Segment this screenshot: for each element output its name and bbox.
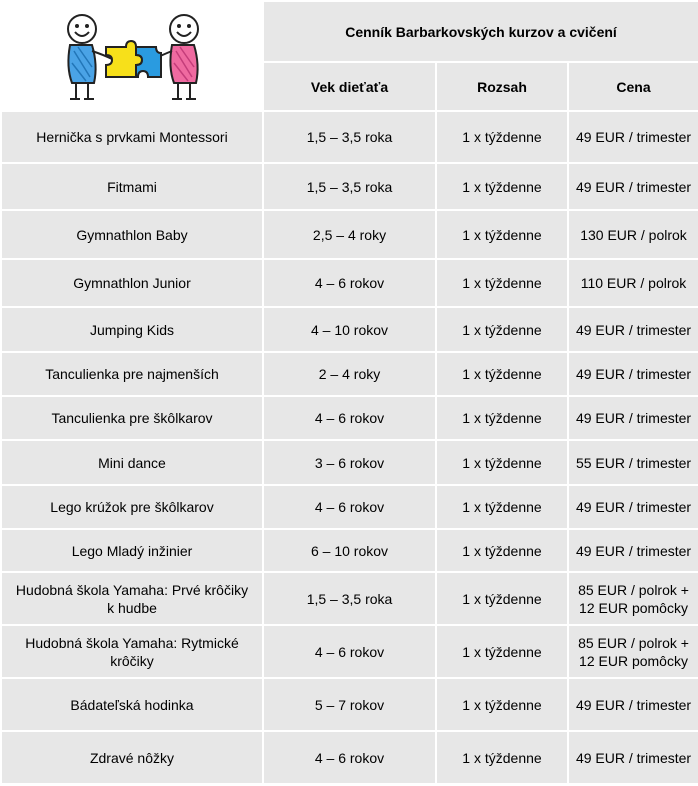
price-cell: 49 EUR / trimester <box>568 485 698 529</box>
header-range: Rozsah <box>436 62 568 111</box>
age-cell: 4 – 6 rokov <box>263 259 436 307</box>
table-row <box>1 396 698 440</box>
age-cell: 4 – 6 rokov <box>263 485 436 529</box>
table-row <box>1 307 698 352</box>
range-cell: 1 x týždenne <box>436 307 568 352</box>
price-cell: 130 EUR / polrok <box>568 210 698 259</box>
course-name-cell: Gymnathlon Junior <box>1 259 263 307</box>
course-name-cell: Hudobná škola Yamaha: Rytmické krôčiky <box>1 625 263 678</box>
price-cell: 49 EUR / trimester <box>568 529 698 572</box>
table-row <box>1 529 698 572</box>
price-cell: 85 EUR / polrok + 12 EUR pomôcky <box>568 625 698 678</box>
age-cell: 2,5 – 4 roky <box>263 210 436 259</box>
range-cell: 1 x týždenne <box>436 678 568 731</box>
range-cell: 1 x týždenne <box>436 396 568 440</box>
course-name-cell: Tanculienka pre škôlkarov <box>1 396 263 440</box>
table-title: Cenník Barbarkovských kurzov a cvičení <box>263 1 698 62</box>
course-name-cell: Hudobná škola Yamaha: Prvé krôčiky k hudbe <box>1 572 263 625</box>
course-name-cell: Lego Mladý inžinier <box>1 529 263 572</box>
age-cell: 5 – 7 rokov <box>263 678 436 731</box>
age-cell: 2 – 4 roky <box>263 352 436 396</box>
price-cell: 49 EUR / trimester <box>568 731 698 784</box>
price-cell: 49 EUR / trimester <box>568 163 698 210</box>
range-cell: 1 x týždenne <box>436 163 568 210</box>
age-cell: 4 – 6 rokov <box>263 625 436 678</box>
age-cell: 6 – 10 rokov <box>263 529 436 572</box>
range-cell: 1 x týždenne <box>436 485 568 529</box>
table-row <box>1 352 698 396</box>
range-cell: 1 x týždenne <box>436 210 568 259</box>
price-cell: 55 EUR / trimester <box>568 440 698 485</box>
age-cell: 1,5 – 3,5 roka <box>263 572 436 625</box>
table-row <box>1 440 698 485</box>
table-row <box>1 485 698 529</box>
range-cell: 1 x týždenne <box>436 625 568 678</box>
age-cell: 3 – 6 rokov <box>263 440 436 485</box>
table-row <box>1 259 698 307</box>
range-cell: 1 x týždenne <box>436 111 568 163</box>
table-row <box>1 111 698 163</box>
price-cell: 49 EUR / trimester <box>568 307 698 352</box>
table-row <box>1 163 698 210</box>
price-cell: 49 EUR / trimester <box>568 352 698 396</box>
course-name-cell: Lego krúžok pre škôlkarov <box>1 485 263 529</box>
age-cell: 4 – 10 rokov <box>263 307 436 352</box>
age-cell: 1,5 – 3,5 roka <box>263 163 436 210</box>
age-cell: 4 – 6 rokov <box>263 396 436 440</box>
price-cell: 49 EUR / trimester <box>568 111 698 163</box>
course-name-cell: Fitmami <box>1 163 263 210</box>
table-row <box>1 210 698 259</box>
table-row <box>1 572 698 625</box>
price-cell: 110 EUR / polrok <box>568 259 698 307</box>
range-cell: 1 x týždenne <box>436 572 568 625</box>
price-cell: 85 EUR / polrok + 12 EUR pomôcky <box>568 572 698 625</box>
course-name-cell: Mini dance <box>1 440 263 485</box>
course-name-cell: Hernička s prvkami Montessori <box>1 111 263 163</box>
course-name-cell: Bádateľská hodinka <box>1 678 263 731</box>
table-row <box>1 731 698 784</box>
table-row <box>1 625 698 678</box>
course-name-cell: Jumping Kids <box>1 307 263 352</box>
title-row <box>1 1 698 62</box>
table-row <box>1 678 698 731</box>
age-cell: 1,5 – 3,5 roka <box>263 111 436 163</box>
range-cell: 1 x týždenne <box>436 440 568 485</box>
range-cell: 1 x týždenne <box>436 259 568 307</box>
course-name-cell: Gymnathlon Baby <box>1 210 263 259</box>
price-cell: 49 EUR / trimester <box>568 396 698 440</box>
course-name-cell: Zdravé nôžky <box>1 731 263 784</box>
price-cell: 49 EUR / trimester <box>568 678 698 731</box>
header-age: Vek dieťaťa <box>263 62 436 111</box>
kids-puzzle-logo <box>52 7 212 105</box>
course-name-cell: Tanculienka pre najmenších <box>1 352 263 396</box>
range-cell: 1 x týždenne <box>436 529 568 572</box>
range-cell: 1 x týždenne <box>436 731 568 784</box>
header-price: Cena <box>568 62 698 111</box>
age-cell: 4 – 6 rokov <box>263 731 436 784</box>
range-cell: 1 x týždenne <box>436 352 568 396</box>
logo-cell <box>1 1 263 111</box>
